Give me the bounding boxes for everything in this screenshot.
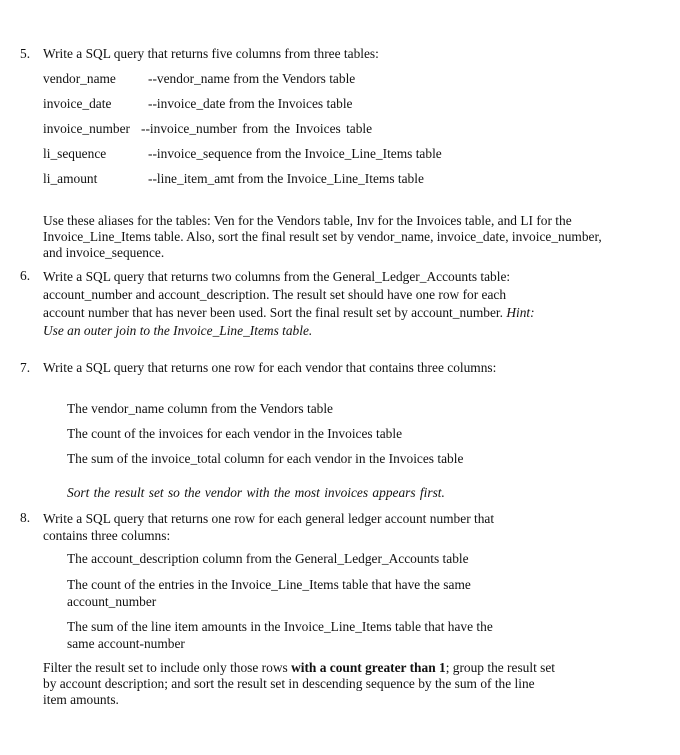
q8-intro	[43, 510, 494, 544]
column-name: invoice_number	[43, 121, 131, 136]
q8-intro-line: Write a SQL query that returns one row for each general ledger account number that	[43, 511, 495, 526]
q8-item-2-line: The count of the entries in the Invoice_Line_Items table that have the same	[67, 577, 471, 592]
q5-paragraph-line: Use these aliases for the tables: Ven for the Vendors table, Inv for the Invoices table, and LI for the	[43, 213, 572, 228]
column-desc: --invoice_date from the Invoices table	[148, 96, 353, 111]
q6-line: account_number and account_description. The result set should have one row for each	[43, 287, 507, 302]
q8-filter-pre: Filter the result set to include only those rows	[43, 660, 288, 675]
q8-item-3	[67, 618, 493, 652]
column-name: vendor_name	[43, 71, 116, 86]
q5-paragraph-line: and invoice_sequence.	[43, 245, 165, 260]
column-name: invoice_date	[43, 96, 112, 111]
q8-filter-line: item amounts.	[43, 692, 119, 707]
column-desc: --vendor_name from the Vendors table	[148, 71, 356, 86]
q6-line: account number that has never been used. Sort the final result set by account_number.	[43, 305, 503, 320]
q8-item-2	[67, 576, 471, 610]
column-desc: --invoice_sequence from the Invoice_Line_Items table	[148, 146, 442, 161]
q8-item-2-line: account_number	[67, 594, 157, 609]
q5-intro: Write a SQL query that returns five columns from three tables:	[43, 46, 379, 61]
q8-filter-bold: with a count greater than 1	[291, 660, 446, 675]
q6-hint-text: Use an outer join to the Invoice_Line_Items table.	[43, 323, 313, 338]
q6-paragraph	[43, 268, 558, 340]
q7-intro: Write a SQL query that returns one row for each vendor that contains three columns:	[43, 360, 497, 375]
q8-item-3-line: The sum of the line item amounts in the Invoice_Line_Items table that have the	[67, 619, 493, 634]
q8-item-3-line: same account-number	[67, 636, 185, 651]
q7-note: Sort the result set so the vendor with the most invoices appears first.	[67, 485, 445, 500]
q7-item: The count of the invoices for each vendor in the Invoices table	[67, 426, 403, 441]
q8-filter-post: ; group the result set	[445, 660, 556, 675]
q8-number: 8.	[20, 510, 31, 525]
q6-number: 6.	[20, 268, 31, 283]
q8-item-1: The account_description column from the General_Ledger_Accounts table	[67, 551, 469, 566]
q7-item: The sum of the invoice_total column for each vendor in the Invoices table	[67, 451, 464, 466]
q5-number: 5.	[20, 46, 31, 61]
column-desc: --invoice_number from the Invoices table	[141, 121, 373, 136]
q6-hint-label: Hint:	[506, 305, 535, 320]
q8-filter-line: by account description; and sort the result set in descending sequence by the sum of the line	[43, 676, 535, 691]
q8-intro-line: contains three columns:	[43, 528, 171, 543]
column-desc: --line_item_amt from the Invoice_Line_Items table	[148, 171, 424, 186]
column-name: li_sequence	[43, 146, 107, 161]
q8-filter-paragraph	[43, 660, 583, 708]
q7-item: The vendor_name column from the Vendors table	[67, 401, 334, 416]
q5-paragraph-line: Invoice_Line_Items table. Also, sort the final result set by vendor_name, invoice_date, invoice_number,	[43, 229, 602, 244]
q5-paragraph	[43, 213, 653, 261]
q6-line: Write a SQL query that returns two columns from the General_Ledger_Accounts table:	[43, 269, 511, 284]
column-name: li_amount	[43, 171, 98, 186]
q7-number: 7.	[20, 360, 31, 375]
